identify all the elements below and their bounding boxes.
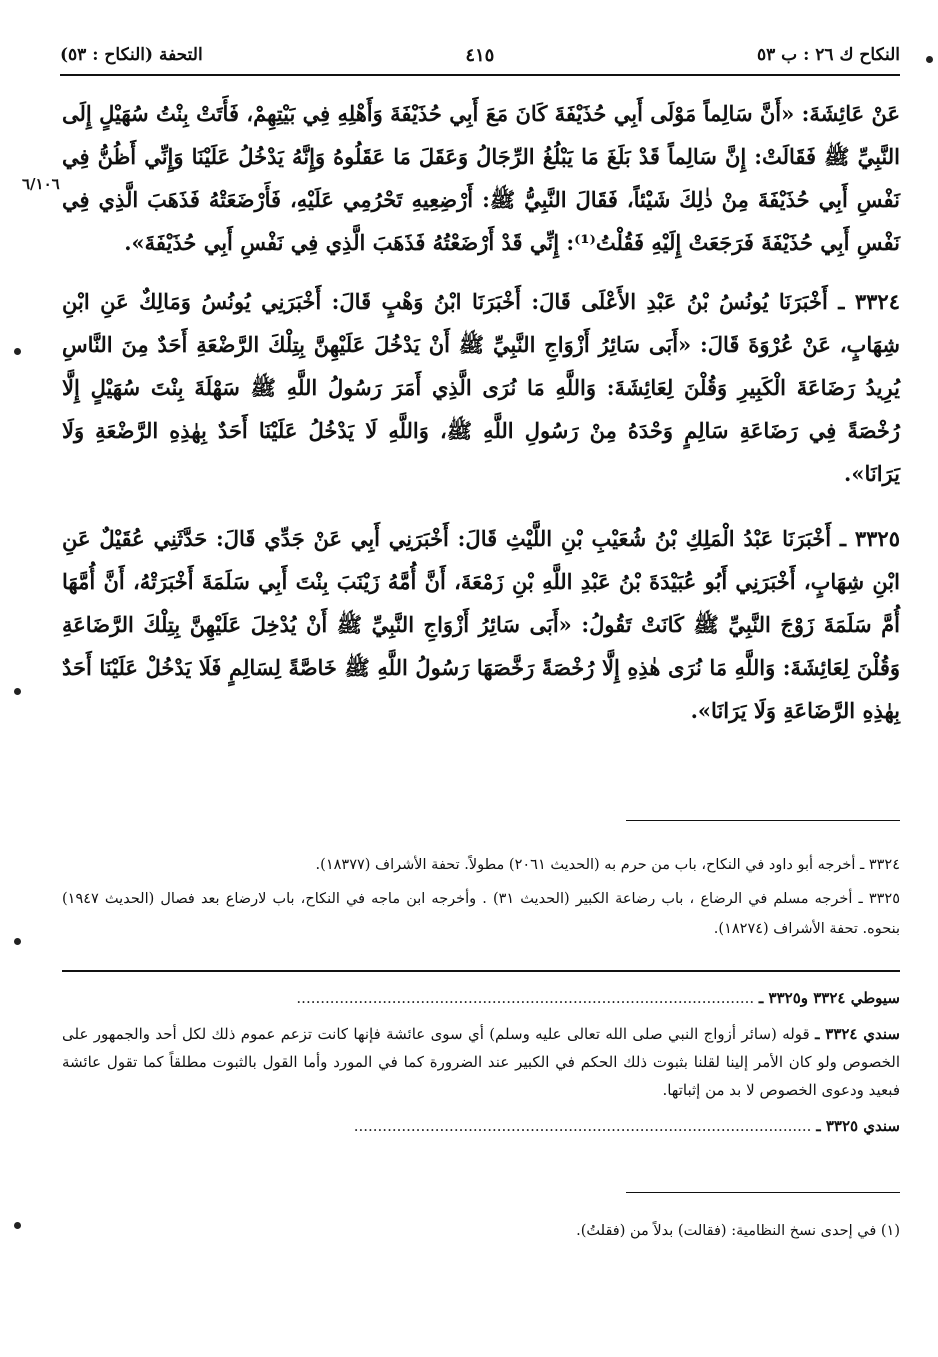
hadith-paragraph: ٣٣٢٥ ـ أَخْبَرَنَا عَبْدُ الْمَلِكِ بْنُ شُعَيْبِ بْنِ اللَّيْثِ قَالَ: أَخْبَرَنِي أَبِي عَنْ جَدِّي قَالَ: حَدَّثَنِي عُقَيْلٌ عَنِ ابْنِ شِهَابٍ، أَخْبَرَنِي أَبُو عُبَيْدَةَ بْنُ عَبْدِ اللَّهِ بْنِ زَمْعَةَ، أَنَّ أُمَّهُ زَيْنَبَ بِنْتَ أَبِي سَلَمَةَ أَخْبَرَتْهُ، أَنَّ أُمَّهَا أُمَّ سَلَمَةَ زَوْجَ النَّبِيِّ ﷺ كَانَتْ تَقُولُ: «أَبَى سَائِرُ أَزْوَاجِ النَّبِيِّ ﷺ أَنْ يُدْخِلَ عَلَيْهِنَّ بِتِلْكَ الرَّضَاعَةِ وَقُلْنَ لِعَائِشَةَ: وَاللَّهِ مَا نُرَى هٰذِهِ إِلَّا رُخْصَةً رَخَّصَهَا رَسُولُ اللَّهِ ﷺ خَاصَّةً لِسَالِمٍ فَلَا يَدْخُلْ عَلَيْنَا أَحَدٌ بِهٰذِهِ الرَّضَاعَةِ وَلَا يَرَانَا». bbox=[62, 526, 900, 723]
sindi-entry bbox=[62, 1020, 900, 1104]
hadith-paragraph: ٣٣٢٤ ـ أَخْبَرَنَا يُونُسُ بْنُ عَبْدِ الأَعْلَى قَالَ: أَخْبَرَنَا ابْنُ وَهْبٍ قَالَ: أَخْبَرَنِي يُونُسُ وَمَالِكٌ عَنِ ابْنِ شِهَابٍ، عَنْ عُرْوَةَ قَالَ: «أَبَى سَائِرُ أَزْوَاجِ النَّبِيِّ ﷺ أَنْ يَدْخُلَ عَلَيْهِنَّ بِتِلْكَ الرَّضْعَةِ أَحَدٌ مِنَ النَّاسِ يُرِيدُ رَضَاعَةَ الْكَبِيرِ وَقُلْنَ لِعَائِشَةَ: وَاللَّهِ مَا نُرَى الَّذِي أَمَرَ رَسُولُ اللَّهِ ﷺ سَهْلَةَ بِنْتَ سُهَيْلٍ إِلَّا رُخْصَةً فِي رَضَاعَةِ سَالِمٍ وَحْدَهُ مِنْ رَسُولِ اللَّهِ ﷺ، وَاللَّهِ لَا يَدْخُلُ عَلَيْنَا أَحَدٌ بِهٰذِهِ الرَّضْعَةِ وَلَا يَرَانَا». bbox=[62, 289, 900, 486]
hadith-text bbox=[62, 92, 900, 754]
margin-dot bbox=[926, 56, 933, 63]
takhrij-note: ٣٣٢٥ ـ أخرجه مسلم في الرضاع ، باب رضاعة الكبير (الحديث ٣١) . وأخرجه ابن ماجه في النكاح، باب لارضاع بعد فصال (الحديث ١٩٤٧) بنحوه. تحفة الأشراف (١٨٢٧٤). bbox=[62, 891, 900, 937]
commentary bbox=[62, 984, 900, 1148]
commentary-divider bbox=[62, 970, 900, 972]
footnote: (١) في إحدى نسخ النظامية: (فقالت) بدلاً من (فقلتُ). bbox=[576, 1223, 900, 1239]
page-number: ٤١٥ bbox=[465, 44, 495, 66]
suyuti-heading: سيوطي ٣٣٢٤ و٣٣٢٥ ـ bbox=[758, 989, 900, 1007]
hadith-paragraph: عَنْ عَائِشَةَ: «أَنَّ سَالِماً مَوْلَى أَبِي حُذَيْفَةَ كَانَ مَعَ أَبِي حُذَيْفَةَ وَأَهْلِهِ فِي بَيْتِهِمْ، فَأَتَتْ بِنْتُ سُهَيْلٍ إِلَى النَّبِيِّ ﷺ فَقَالَتْ: إِنَّ سَالِماً قَدْ بَلَغَ مَا يَبْلُغُ الرِّجَالُ وَعَقَلَ مَا عَقَلُوهُ وَإِنَّهُ يَدْخُلُ عَلَيْنَا وَإِنِّي أَظُنُّ فِي نَفْسِ أَبِي حُذَيْفَةَ مِنْ ذٰلِكَ شَيْئاً، فَقَالَ النَّبِيُّ ﷺ: أَرْضِعِيهِ تَحْرُمِي عَلَيْهِ، فَأَرْضَعَتْهُ فَذَهَبَ الَّذِي فِي نَفْسِ أَبِي حُذَيْفَةَ فَرَجَعَتْ إِلَيْهِ فَقُلْتُ⁽¹⁾: إِنِّي قَدْ أَرْضَعْتُهُ فَذَهَبَ الَّذِي فِي نَفْسِ أَبِي حُذَيْفَةَ». bbox=[62, 101, 900, 255]
header-chapter-ref: النكاح ك ٢٦ : ب ٥٣ bbox=[756, 45, 900, 65]
takhrij-note: ٣٣٢٤ ـ أخرجه أبو داود في النكاح، باب من حرم به (الحديث ٢٠٦١) مطولاً. تحفة الأشراف (١٨٣٧٧). bbox=[315, 857, 900, 873]
sindi-heading: سندي ٣٣٢٥ ـ bbox=[816, 1117, 900, 1135]
suyuti-entry bbox=[62, 984, 900, 1012]
sindi-heading: سندي ٣٣٢٤ ـ bbox=[815, 1025, 900, 1043]
margin-dot bbox=[14, 348, 21, 355]
running-header bbox=[60, 38, 900, 72]
dot-leader: ................................................................................................ bbox=[353, 1117, 812, 1135]
takhrij-notes bbox=[62, 850, 900, 948]
header-tuhfa-ref: التحفة (النكاح : ٥٣) bbox=[60, 45, 203, 65]
margin-reference: ٦/١٠٦ bbox=[22, 175, 60, 193]
sindi-entry bbox=[62, 1112, 900, 1140]
margin-dot bbox=[14, 688, 21, 695]
takhrij-divider bbox=[626, 820, 900, 821]
dot-leader: ................................................................................................ bbox=[296, 989, 755, 1007]
footnotes bbox=[62, 1216, 900, 1250]
footnote-divider bbox=[626, 1192, 900, 1193]
sindi-text: قوله (سائر أزواج النبي صلى الله تعالى عليه وسلم) أي سوى عائشة فإنها كانت تزعم عموم ذلك لكل أحد والجمهور على الخصوص ولو كان الأمر إلينا لقلنا بثبوت ذلك الحكم في الكبير عند الضرورة كما في المورد وأما القول بالثبوت مطلقاً كما تقول عائشة فبعيد ودعوى الخصوص لا بد من إثباتها. bbox=[62, 1025, 900, 1099]
margin-dot bbox=[14, 1222, 21, 1229]
margin-dot bbox=[14, 938, 21, 945]
header-divider bbox=[60, 74, 900, 76]
